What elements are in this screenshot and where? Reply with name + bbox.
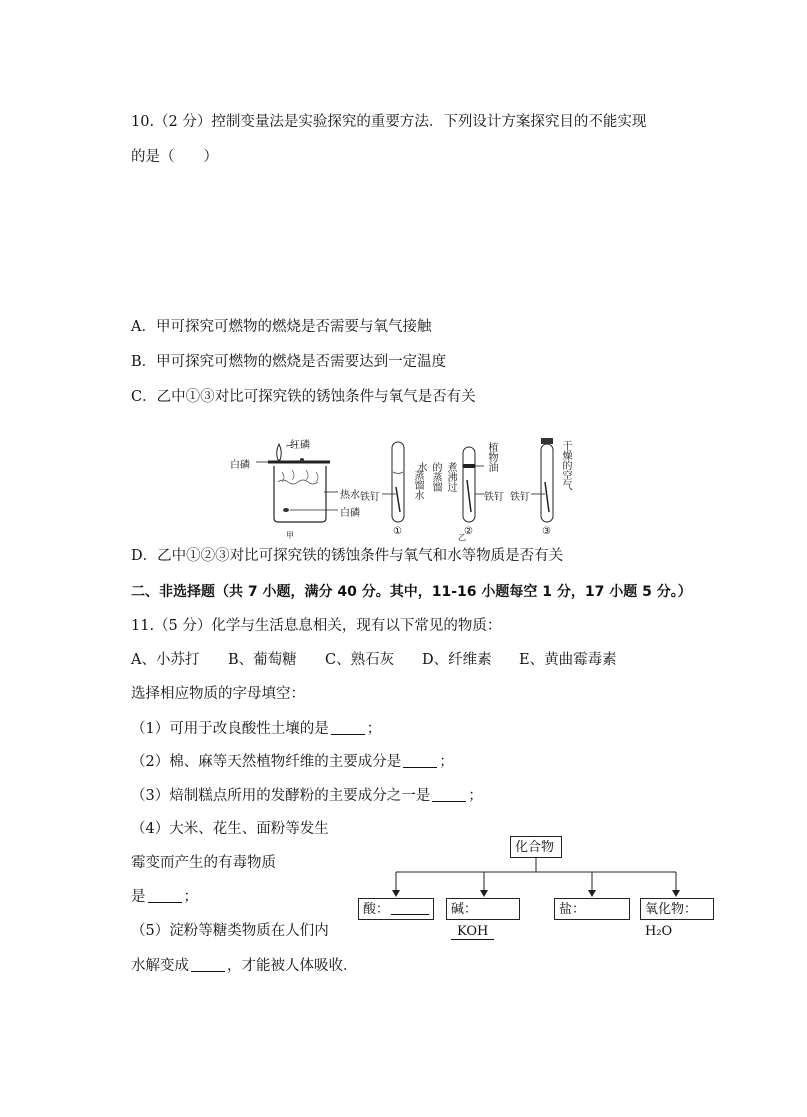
q10-stem-line2: 的是（ ） xyxy=(131,149,218,165)
tube1-water-label: 蒸馏水 xyxy=(412,470,423,500)
q11-sub5-line1: （5）淀粉等糖类物质在人们内 xyxy=(131,923,329,939)
tube2-boiled-water-label: 煮沸过的蒸馏水 xyxy=(415,462,456,492)
tube1-nail-label: 铁钉 xyxy=(360,492,380,503)
q11-stem: 11.（5 分）化学与生活息息相关，现有以下常见的物质： xyxy=(131,618,502,634)
tree-salt-box[interactable] xyxy=(554,898,630,920)
choice-e: E、黄曲霉毒素 xyxy=(519,652,617,668)
white-phosphorus-label: 白磷 xyxy=(230,460,250,471)
tube3-nail-label: 铁钉 xyxy=(510,492,530,503)
answer-blank-1[interactable] xyxy=(331,720,365,735)
compound-tree xyxy=(358,836,718,939)
q10-stem-line1: 10.（2 分）控制变量法是实验探究的重要方法．下列设计方案探究目的不能实现 xyxy=(131,114,647,130)
q10-option-c: C．乙中①③对比可探究铁的锈蚀条件与氧气是否有关 xyxy=(131,389,476,405)
tree-base-label: 碱： xyxy=(451,902,478,917)
tree-base-box[interactable] xyxy=(446,898,520,939)
tree-oxide-label: 氧化物： xyxy=(645,902,698,917)
tube2-oil-label: 植物油 xyxy=(486,442,497,472)
q11-sub2-text: （2）棉、麻等天然植物纤维的主要成分是 xyxy=(131,754,402,770)
q11-choices xyxy=(131,651,617,669)
q10-option-d: D．乙中①②③对比可探究铁的锈蚀条件与氧气和水等物质是否有关 xyxy=(131,548,564,564)
experiment-figure xyxy=(226,432,586,544)
white-phosphorus-bottom-label: 白磷 xyxy=(340,508,360,519)
q11-sub2-end: ； xyxy=(439,754,454,770)
figure-jia-caption: 甲 xyxy=(286,531,294,540)
q10-option-b: B．甲可探究可燃物的燃烧是否需要达到一定温度 xyxy=(131,354,447,370)
q11-sub4-line3 xyxy=(131,888,198,906)
tree-salt-label: 盐： xyxy=(559,902,586,917)
choice-c: C、熟石灰 xyxy=(325,652,395,668)
tree-oxide-box[interactable] xyxy=(640,898,714,939)
q11-sub4-end: ； xyxy=(183,889,198,905)
q11-sub4-line2: 霉变而产生的有毒物质 xyxy=(131,855,276,871)
tube3-dry-air-label: 干燥的空气 xyxy=(560,440,571,490)
section2-title: 二、非选择题（共 7 小题，满分 40 分。其中，11-16 小题每空 1 分，17 小题 5 分。） xyxy=(131,584,692,600)
q11-sub5-line2 xyxy=(131,957,358,975)
q11-sub4-text: 是 xyxy=(131,889,146,905)
q11-sub1-text: （1）可用于改良酸性土壤的是 xyxy=(131,721,329,737)
choice-d: D、纤维素 xyxy=(422,652,492,668)
q11-sub5-end: ，才能被人体吸收． xyxy=(227,958,358,974)
tube1-number: ① xyxy=(393,526,402,537)
tree-root-compound: 化合物 xyxy=(510,836,562,858)
hot-water-label: 热水 xyxy=(340,490,360,501)
q11-sub3-text: （3）焙制糕点所用的发酵粉的主要成分之一是 xyxy=(131,788,431,804)
tree-oxide-value: H₂O xyxy=(645,924,673,939)
q11-sub4-line1: （4）大米、花生、面粉等发生 xyxy=(131,821,329,837)
q11-sub3-end: ； xyxy=(468,788,483,804)
tree-acid-label: 酸： xyxy=(363,902,390,917)
q11-sub1-end: ； xyxy=(366,721,382,737)
q11-sub3 xyxy=(131,787,483,805)
answer-blank-4[interactable] xyxy=(148,888,182,903)
choice-b: B、葡萄糖 xyxy=(228,652,297,668)
q11-sub2 xyxy=(131,753,454,771)
answer-blank-5[interactable] xyxy=(191,957,225,972)
apparatus-drawing xyxy=(226,432,586,544)
tube3-number: ③ xyxy=(542,526,551,537)
choice-a: A、小苏打 xyxy=(131,652,200,668)
tree-base-value: KOH xyxy=(451,924,494,940)
q11-sub1 xyxy=(131,720,381,738)
tree-acid-blank[interactable] xyxy=(391,900,429,915)
q10-option-a: A．甲可探究可燃物的燃烧是否需要与氧气接触 xyxy=(131,319,432,335)
answer-blank-3[interactable] xyxy=(432,787,466,802)
answer-blank-2[interactable] xyxy=(403,753,437,768)
figure-yi-caption: 乙 xyxy=(458,533,466,542)
q11-sub5-text: 水解变成 xyxy=(131,958,189,974)
red-phosphorus-label: 红磷 xyxy=(290,440,310,451)
tree-acid-box[interactable] xyxy=(358,898,434,920)
tube2-number: ② xyxy=(464,526,473,537)
tube2-nail-label: 铁钉 xyxy=(484,492,504,503)
q11-instruction: 选择相应物质的字母填空： xyxy=(131,686,305,702)
